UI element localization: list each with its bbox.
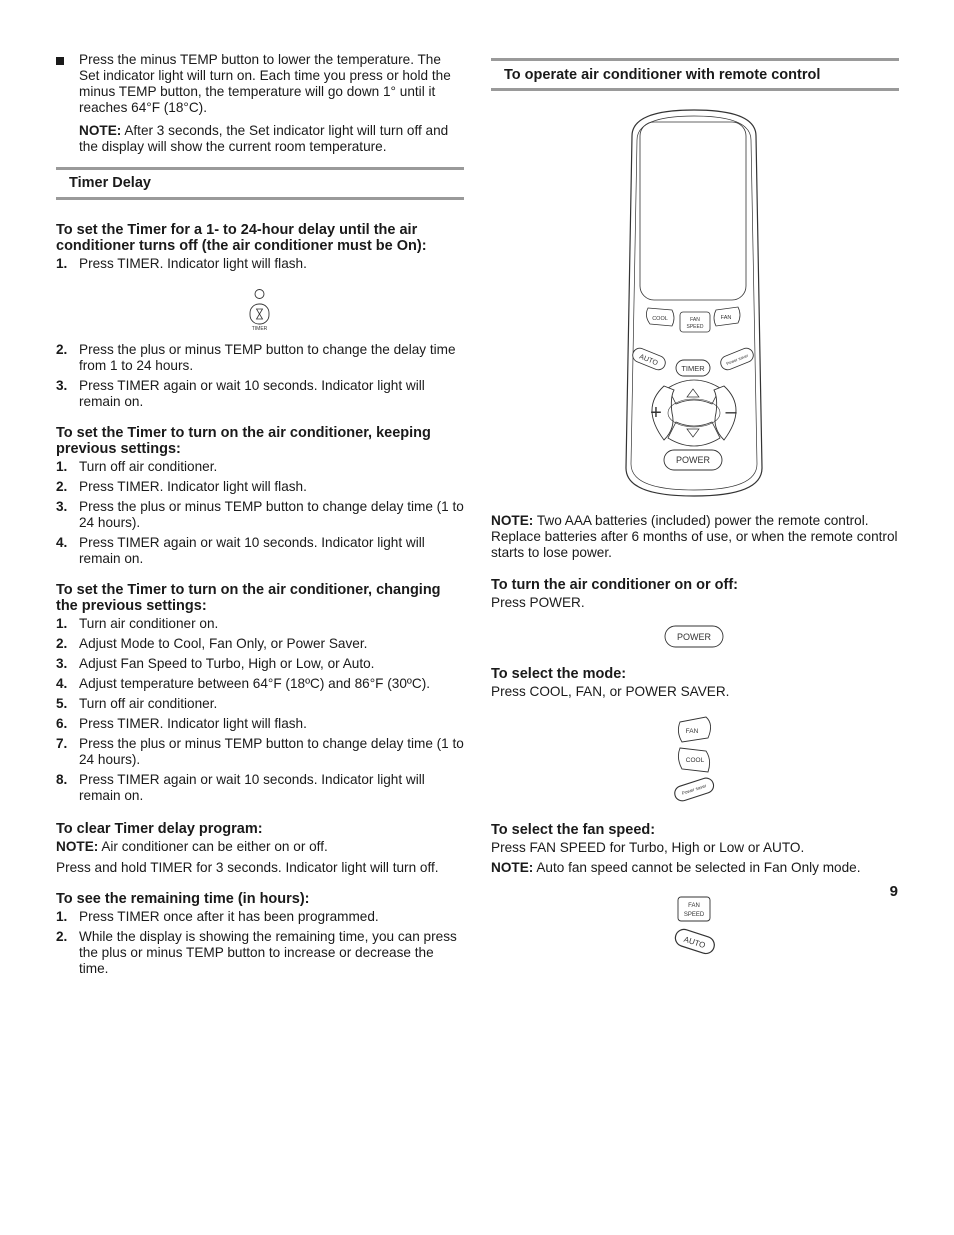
mode-buttons-illustration: [668, 714, 724, 806]
clear-section: [56, 821, 464, 876]
remote-power-saver-label: Power saver: [725, 352, 749, 367]
temp-minus-bullet: [56, 52, 464, 155]
clear-heading: To clear Timer delay program:: [56, 821, 263, 837]
remote-fan-speed-label-1: FAN: [690, 317, 700, 323]
list-item: 4. Adjust temperature between 64°F (18ºC) and 86°F (30ºC).: [56, 676, 430, 691]
cool-mode-label: COOL: [685, 757, 705, 764]
clear-text: Press and hold TIMER for 3 seconds. Indicator light will turn off.: [56, 860, 439, 875]
battery-note: NOTE: Two AAA batteries (included) power the remote control. Replace batteries after 6 months of use, or when the remote control starts to lose power.: [491, 513, 898, 560]
set-on-change-heading: To set the Timer to turn on the air conditioner, changing the previous settings:: [56, 582, 441, 614]
list-item: 1. Press TIMER once after it has been programmed.: [56, 909, 379, 924]
fan-speed-buttons-illustration: [670, 895, 722, 959]
remaining-section: [56, 891, 464, 977]
set-on-change-section: [56, 582, 464, 804]
minus-icon: –: [725, 401, 737, 423]
remote-auto-label: AUTO: [638, 353, 659, 368]
power-saver-mode-label: Power saver: [681, 783, 708, 796]
fan-speed-text: Press FAN SPEED for Turbo, High or Low or AUTO.: [491, 840, 805, 855]
remote-down-button: [668, 422, 720, 446]
list-item: 2. Press TIMER. Indicator light will flash.: [56, 479, 307, 494]
remote-control-illustration: [620, 108, 768, 500]
timer-delay-heading: Timer Delay: [56, 167, 464, 200]
timer-button-icon: [245, 286, 275, 334]
set-on-keep-section: [56, 425, 464, 567]
list-item: 3. Press the plus or minus TEMP button to change delay time (1 to 24 hours).: [56, 499, 464, 530]
set-off-heading: To set the Timer for a 1- to 24-hour delay until the air conditioner turns off (the air conditioner must be On):: [56, 222, 427, 254]
bullet-text: Press the minus TEMP button to lower the temperature. The Set indicator light will turn on. Each time you press or hold the minus TEMP button, the temperature will go down 1° until it reaches 64°F (18°C).: [79, 52, 451, 115]
bullet-note: NOTE: After 3 seconds, the Set indicator light will turn off and the display will show the current room temperature.: [79, 123, 449, 154]
list-item: 3. Adjust Fan Speed to Turbo, High or Low, or Auto.: [56, 656, 375, 671]
mode-heading: To select the mode:: [491, 666, 627, 682]
clear-note: NOTE: Air conditioner can be either on or off.: [56, 839, 328, 854]
fan-speed-button-label-1: FAN: [688, 903, 700, 909]
list-item: 6. Press TIMER. Indicator light will flash.: [56, 716, 307, 731]
list-item: 7. Press the plus or minus TEMP button to change delay time (1 to 24 hours).: [56, 736, 464, 767]
remote-power-label: POWER: [675, 455, 711, 465]
power-button-label: POWER: [676, 632, 712, 642]
remote-cool-label: COOL: [652, 316, 668, 322]
fan-speed-section: [491, 822, 899, 876]
remote-heading: To operate air conditioner with remote control: [491, 58, 899, 91]
fan-speed-note: NOTE: Auto fan speed cannot be selected in Fan Only mode.: [491, 860, 861, 875]
list-item: 2. Press the plus or minus TEMP button to change the delay time from 1 to 24 hours.: [56, 342, 456, 373]
list-item: 5. Turn off air conditioner.: [56, 696, 218, 711]
on-off-section: [491, 577, 899, 611]
set-on-keep-heading: To set the Timer to turn on the air conditioner, keeping previous settings:: [56, 425, 431, 457]
mode-section: [491, 666, 899, 700]
remaining-heading: To see the remaining time (in hours):: [56, 891, 310, 907]
plus-icon: +: [650, 402, 662, 424]
list-item: 2. Adjust Mode to Cool, Fan Only, or Power Saver.: [56, 636, 368, 651]
fan-mode-label: FAN: [685, 728, 699, 735]
remote-fan-speed-label-2: SPEED: [686, 324, 704, 330]
list-item: 4. Press TIMER again or wait 10 seconds. Indicator light will remain on.: [56, 535, 425, 566]
list-item: 8. Press TIMER again or wait 10 seconds. Indicator light will remain on.: [56, 772, 425, 803]
timer-icon-label: TIMER: [251, 326, 268, 332]
set-off-steps: [56, 342, 464, 410]
remote-up-button: [668, 380, 720, 404]
fan-speed-heading: To select the fan speed:: [491, 822, 656, 838]
list-item: 3. Press TIMER again or wait 10 seconds. Indicator light will remain on.: [56, 378, 425, 409]
list-item: 1. Turn air conditioner on.: [56, 616, 219, 631]
list-item: 1. Turn off air conditioner.: [56, 459, 218, 474]
list-item: 1. Press TIMER. Indicator light will flash.: [56, 256, 307, 271]
on-off-text: Press POWER.: [491, 595, 585, 610]
fan-speed-button-label-2: SPEED: [683, 912, 705, 918]
page-number: 9: [889, 883, 898, 900]
auto-fan-label: AUTO: [682, 934, 707, 951]
power-button-illustration: [664, 625, 726, 649]
remote-fan-label: FAN: [720, 315, 732, 321]
set-off-section: [56, 222, 464, 272]
bullet-square-icon: [56, 57, 64, 65]
remote-timer-label: TIMER: [681, 364, 705, 373]
list-item: 2. While the display is showing the remaining time, you can press the plus or minus TEMP button to increase or decrease the time.: [56, 929, 457, 976]
on-off-heading: To turn the air conditioner on or off:: [491, 577, 739, 593]
mode-text: Press COOL, FAN, or POWER SAVER.: [491, 684, 730, 699]
